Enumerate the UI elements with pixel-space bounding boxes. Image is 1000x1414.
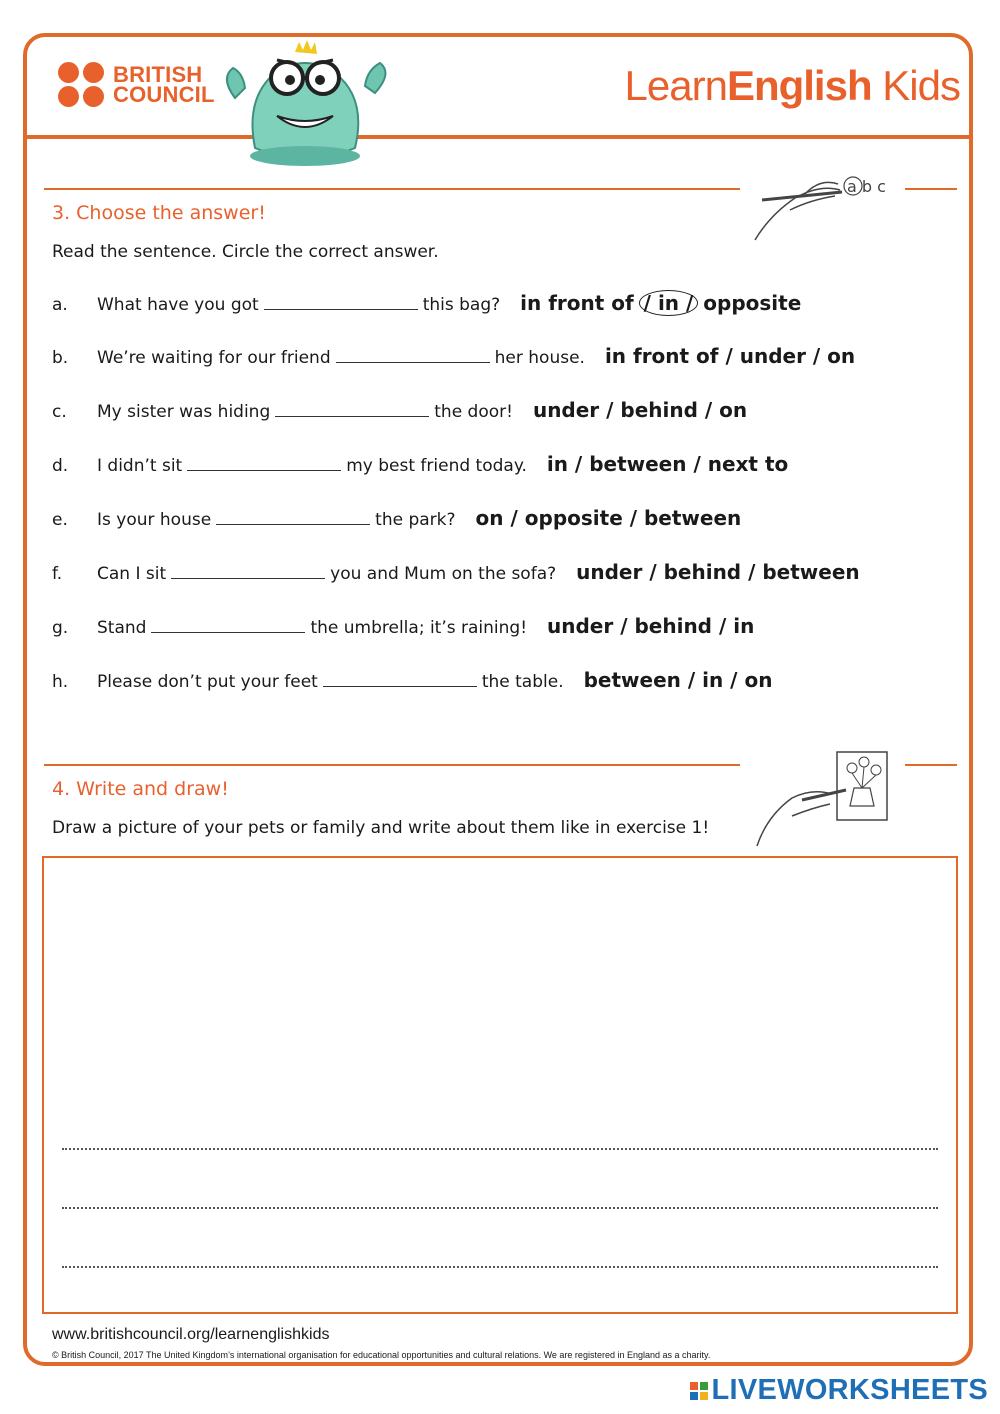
section4-instruction: Draw a picture of your pets or family and write about them like in exercise 1! xyxy=(52,818,710,838)
question-row-g xyxy=(52,614,754,644)
header-divider xyxy=(27,135,973,139)
answer-blank[interactable] xyxy=(323,672,477,687)
question-letter: e. xyxy=(52,510,68,530)
question-text-after: the table. xyxy=(481,672,564,692)
british-council-logo xyxy=(58,62,215,107)
question-text-after: you and Mum on the sofa? xyxy=(330,564,557,584)
answer-blank[interactable] xyxy=(264,295,418,310)
logo-square-3 xyxy=(690,1392,698,1400)
question-letter: g. xyxy=(52,618,69,638)
question-row-f xyxy=(52,560,860,590)
bc-line-1: BRITISH xyxy=(113,61,203,87)
liveworksheets-text: LIVEWORKSHEETS xyxy=(711,1374,988,1406)
answer-blank[interactable] xyxy=(171,564,325,579)
section3-instruction: Read the sentence. Circle the correct answer. xyxy=(52,242,439,262)
section4-rule-left xyxy=(44,764,740,766)
option-opposite[interactable]: opposite xyxy=(696,291,802,315)
question-text-before: What have you got xyxy=(97,295,259,315)
question-letter: a. xyxy=(52,295,68,315)
drawing-area[interactable] xyxy=(42,856,958,1314)
writing-line-3[interactable] xyxy=(62,1266,938,1268)
answer-options[interactable]: under / behind / between xyxy=(576,560,860,584)
british-council-dots-icon xyxy=(58,62,105,107)
option-in-circled[interactable]: / in / xyxy=(639,290,699,316)
question-text-after: my best friend today. xyxy=(346,456,527,476)
answer-options[interactable]: under / behind / on xyxy=(532,398,748,422)
liveworksheets-watermark xyxy=(690,1374,989,1407)
question-text-before: My sister was hiding xyxy=(97,402,271,422)
answer-options[interactable]: in / between / next to xyxy=(546,452,789,476)
abc-label: a b c xyxy=(847,177,886,196)
question-row-d xyxy=(52,452,788,482)
question-letter: c. xyxy=(52,402,67,422)
answer-blank[interactable] xyxy=(275,402,429,417)
answer-options[interactable]: under / behind / in xyxy=(547,614,755,638)
section4-title: 4. Write and draw! xyxy=(52,778,229,800)
question-row-a xyxy=(52,290,801,320)
question-text-before: Stand xyxy=(97,618,147,638)
writing-line-1[interactable] xyxy=(62,1148,938,1150)
lek-english: English xyxy=(726,62,872,109)
question-text-after: this bag? xyxy=(422,295,501,315)
question-row-c xyxy=(52,398,747,428)
bc-line-2: COUNCIL xyxy=(113,81,215,107)
logo-square-1 xyxy=(690,1382,698,1390)
answer-blank[interactable] xyxy=(216,510,370,525)
question-text-before: Please don’t put your feet xyxy=(97,672,318,692)
lek-learn: Learn xyxy=(624,62,727,109)
logo-square-2 xyxy=(700,1382,708,1390)
learnenglish-kids-logo xyxy=(625,62,960,110)
monster-mascot-icon xyxy=(215,38,395,166)
section3-title: 3. Choose the answer! xyxy=(52,202,266,224)
question-letter: h. xyxy=(52,672,69,692)
answer-options xyxy=(520,290,801,316)
question-text-after: the umbrella; it’s raining! xyxy=(310,618,528,638)
question-text-after: her house. xyxy=(494,348,585,368)
question-row-b xyxy=(52,344,855,374)
question-text-before: I didn’t sit xyxy=(97,456,183,476)
hand-writing-abc-icon xyxy=(750,170,900,245)
british-council-wordmark xyxy=(113,61,215,107)
section3-rule-right xyxy=(905,188,957,190)
answer-options[interactable]: in front of / under / on xyxy=(604,344,856,368)
answer-options[interactable]: between / in / on xyxy=(583,668,773,692)
question-row-h xyxy=(52,668,772,698)
hand-drawing-picture-icon xyxy=(752,746,897,851)
answer-blank[interactable] xyxy=(336,348,490,363)
question-text-after: the park? xyxy=(375,510,456,530)
section4-rule-right xyxy=(905,764,957,766)
answer-options[interactable]: on / opposite / between xyxy=(475,506,742,530)
logo-square-4 xyxy=(700,1392,708,1400)
question-letter: f. xyxy=(52,564,63,584)
question-row-e xyxy=(52,506,741,536)
question-text-before: Can I sit xyxy=(97,564,167,584)
footer-url[interactable]: www.britishcouncil.org/learnenglishkids xyxy=(52,1326,330,1343)
section3-rule-left xyxy=(44,188,740,190)
liveworksheets-logo-icon xyxy=(690,1382,708,1400)
question-text-before: We’re waiting for our friend xyxy=(97,348,331,368)
option-in-front-of[interactable]: in front of xyxy=(520,291,641,315)
footer-copyright: © British Council, 2017 The United Kingdom’s international organisation for educational opportunities and cultural relations. We are registered in England as a charity. xyxy=(52,1350,711,1360)
answer-blank[interactable] xyxy=(151,618,305,633)
writing-line-2[interactable] xyxy=(62,1207,938,1209)
question-text-after: the door! xyxy=(434,402,513,422)
answer-blank[interactable] xyxy=(187,456,341,471)
lek-kids: Kids xyxy=(882,62,960,109)
question-text-before: Is your house xyxy=(97,510,212,530)
question-letter: d. xyxy=(52,456,69,476)
question-letter: b. xyxy=(52,348,69,368)
